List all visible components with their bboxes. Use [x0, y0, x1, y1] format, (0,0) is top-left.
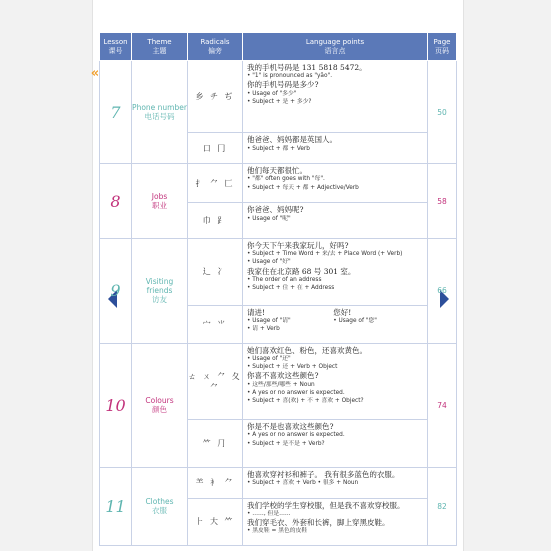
- lesson-theme: [132, 343, 188, 467]
- grammar-point: • Usage of "好": [247, 259, 291, 266]
- example-sentence: 我家住在北京路 68 号 301 室。: [247, 266, 356, 276]
- lesson-row: [100, 343, 457, 419]
- radicals-cell: 宀 ⺌: [188, 305, 243, 343]
- radicals-cell: 扌 ⺈ 匚: [188, 164, 243, 203]
- contents-table: [99, 32, 457, 546]
- header-page: Page 页码: [428, 33, 457, 61]
- header-radicals: Radicals 偏旁: [188, 33, 243, 61]
- header-lesson: Lesson 课号: [100, 33, 132, 61]
- language-points-cell: [243, 239, 428, 306]
- grammar-point: • Subject + 喜欢 + Verb • 很多 + Noun: [247, 479, 359, 486]
- grammar-point: • Usage of "请": [247, 318, 291, 325]
- grammar-point: • 请 + Verb: [247, 326, 280, 333]
- page-number[interactable]: 82: [428, 467, 457, 545]
- grammar-point: • Subject + 是 + 多少?: [247, 98, 312, 105]
- language-points-cell: [243, 498, 428, 545]
- example-sentence: 你今天下午来我家玩儿，好吗?: [247, 241, 349, 251]
- theme-chinese: 电话号码: [144, 112, 175, 122]
- page-number[interactable]: 74: [428, 343, 457, 467]
- theme-chinese: 访友: [152, 295, 167, 305]
- theme-chinese: 衣服: [152, 506, 167, 516]
- header-theme: Theme 主题: [132, 33, 188, 61]
- grammar-point: • A yes or no answer is expected.: [247, 432, 345, 439]
- lesson-row: [100, 239, 457, 306]
- language-points-right: [333, 308, 419, 325]
- language-points-cell: [243, 343, 428, 419]
- language-points-left: [247, 308, 333, 334]
- theme-english: Clothes: [145, 497, 174, 507]
- lesson-row: [100, 467, 457, 498]
- lesson-theme: [132, 467, 188, 545]
- grammar-point: • A yes or no answer is expected.: [247, 389, 345, 396]
- grammar-point: • Subject + 喜(欢) + 不 + 喜欢 + Object?: [247, 398, 364, 405]
- page-number[interactable]: 50: [428, 61, 457, 164]
- theme-english: Colours: [145, 396, 174, 406]
- radicals-cell: ⺮ ⺆: [188, 420, 243, 467]
- example-sentence: 她们喜欢红色、粉色，还喜欢黄色。: [247, 345, 367, 355]
- language-points-cell: [243, 164, 428, 203]
- language-points-cell: [243, 61, 428, 133]
- example-sentence: 你的手机号码是多少?: [247, 80, 319, 90]
- language-points-cell: [243, 305, 428, 343]
- grammar-point: • 这些/那些/哪些 + Noun: [247, 381, 315, 388]
- example-sentence: 我们学校的学生穿校服，但是我不喜欢穿校服。: [247, 500, 405, 510]
- language-points-cell: [243, 420, 428, 467]
- table-header: [100, 33, 457, 61]
- header-language-points: Language points 语言点: [243, 33, 428, 61]
- grammar-point: • "都" often goes with "每".: [247, 176, 325, 183]
- theme-english: Visiting friends: [145, 277, 174, 296]
- example-sentence: 他们每天都很忙。: [247, 166, 307, 176]
- theme-english: Jobs: [151, 192, 168, 202]
- example-sentence: 您好!: [333, 307, 352, 317]
- lesson-number: 8: [100, 164, 132, 239]
- lesson-number: 11: [100, 467, 132, 545]
- example-sentence: 他喜欢穿衬衫和裤子。 我有很多蓝色的衣服。: [247, 469, 400, 479]
- lesson-number: 9: [100, 239, 132, 344]
- lesson-row: [100, 164, 457, 203]
- radicals-cell: 口 冂: [188, 133, 243, 164]
- lesson-number: 7: [100, 61, 132, 164]
- radicals-cell: ⺊ 大 ⺮: [188, 498, 243, 545]
- lesson-row: [100, 61, 457, 133]
- example-sentence: 我的手机号码是 131 5818 5472。: [247, 63, 367, 72]
- radicals-cell: 巾 ⻊: [188, 203, 243, 239]
- grammar-point: • "1" is pronounced as "yāo".: [247, 73, 333, 80]
- grammar-point: • Usage of "呢": [247, 215, 291, 222]
- language-points-cell: [243, 203, 428, 239]
- example-sentence: 我们穿毛衣、外套和长裤，脚上穿黑皮鞋。: [247, 518, 390, 528]
- language-points-cell: [243, 133, 428, 164]
- example-sentence: 你喜不喜欢这些颜色?: [247, 371, 319, 381]
- lesson-theme: [132, 239, 188, 344]
- grammar-point: • The order of an address: [247, 276, 322, 283]
- grammar-point: • Subject + 住 + 在 + Address: [247, 285, 335, 292]
- page-number[interactable]: 66: [428, 239, 457, 344]
- theme-english: Phone number: [132, 103, 187, 113]
- radicals-cell: ⺷ 衤 ⺈: [188, 467, 243, 498]
- grammar-point: • Subject + 是不是 + Verb?: [247, 440, 325, 447]
- grammar-point: • ……, 但是……: [247, 510, 291, 517]
- radicals-cell: 乡 チ ぢ: [188, 61, 243, 133]
- example-sentence: 你爸爸、妈妈呢?: [247, 205, 304, 215]
- grammar-point: • Subject + 每天 + 都 + Adjective/Verb: [247, 184, 359, 191]
- example-sentence: 你是不是也喜欢这些颜色?: [247, 422, 334, 432]
- grammar-point: • Usage of "您": [333, 318, 377, 325]
- radicals-cell: 辶 冫: [188, 239, 243, 306]
- grammar-point: • 黑皮鞋 = 黑色的皮鞋: [247, 528, 308, 535]
- page-number[interactable]: 58: [428, 164, 457, 239]
- example-sentence: 他爸爸、妈妈都是英国人。: [247, 135, 337, 145]
- grammar-point: • Usage of "还": [247, 356, 291, 362]
- lesson-theme: [132, 61, 188, 164]
- grammar-point: • Subject + Time Word + 来/去 + Place Word (+ Verb): [247, 251, 403, 258]
- theme-chinese: 颜色: [152, 405, 167, 415]
- example-sentence: 请进!: [247, 307, 266, 317]
- radicals-cell: ㄊ ㄨ ⺈ 夂 ⺈: [188, 343, 243, 419]
- language-points-cell: [243, 467, 428, 498]
- grammar-point: • Subject + 还 + Verb + Object: [247, 364, 338, 371]
- lesson-number: 10: [100, 343, 132, 467]
- theme-chinese: 职业: [152, 201, 167, 211]
- grammar-point: • Subject + 都 + Verb: [247, 145, 310, 152]
- lesson-theme: [132, 164, 188, 239]
- grammar-point: • Usage of "多少": [247, 90, 297, 97]
- chevron-left-icon[interactable]: «: [90, 66, 100, 81]
